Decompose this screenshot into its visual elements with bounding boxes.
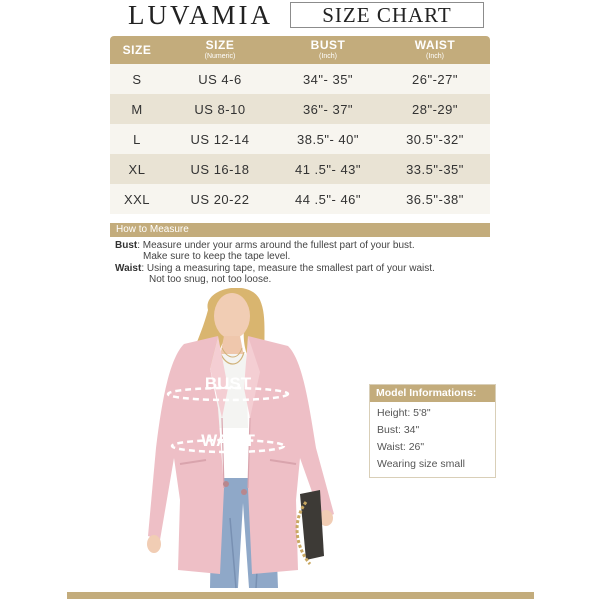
waist-instruction-text: : Using a measuring tape, measure the smallest part of your waist. [141, 263, 435, 274]
cell-size: M [110, 94, 164, 124]
cell-bust: 38.5"- 40" [276, 124, 380, 154]
model-photo [140, 288, 350, 592]
header-size: SIZE [110, 36, 164, 64]
table-header-row [110, 36, 490, 64]
table-row [110, 124, 490, 154]
cell-waist: 33.5"-35" [380, 154, 490, 184]
how-to-measure-heading: How to Measure [110, 223, 490, 237]
cell-waist: 36.5"-38" [380, 184, 490, 214]
model-info-box [369, 384, 496, 478]
cell-waist: 28"-29" [380, 94, 490, 124]
bust-term: Bust [115, 240, 138, 251]
cell-waist: 26"-27" [380, 64, 490, 94]
cell-size-numeric: US 12-14 [164, 124, 276, 154]
model-wearing-size: Wearing size small [377, 458, 465, 470]
cell-size: L [110, 124, 164, 154]
waist-label: WAIST [201, 431, 255, 450]
bust-instruction-text: : Measure under your arms around the fullest part of your bust. [137, 240, 415, 251]
model-info-title: Model Informations: [370, 385, 495, 402]
waist-instruction-cont: Not too snug, not too loose. [149, 274, 272, 285]
table-row [110, 64, 490, 94]
waist-instruction [115, 263, 435, 274]
cell-size-numeric: US 4-6 [164, 64, 276, 94]
bust-instruction-cont: Make sure to keep the tape level. [143, 251, 291, 262]
model-height: Height: 5'8" [377, 407, 431, 419]
header-bust: BUST (Inch) [276, 36, 380, 64]
brand-logo: LUVAMIA [128, 0, 274, 30]
header-size-numeric: SIZE (Numeric) [164, 36, 276, 64]
cell-size-numeric: US 8-10 [164, 94, 276, 124]
model-waist: Waist: 26" [377, 441, 425, 453]
size-chart-table [110, 36, 490, 214]
cell-bust: 36"- 37" [276, 94, 380, 124]
bottom-accent-bar [67, 592, 534, 599]
cell-size: XXL [110, 184, 164, 214]
handbag-illustration [297, 490, 324, 564]
table-row [110, 94, 490, 124]
cell-size: XL [110, 154, 164, 184]
table-row [110, 154, 490, 184]
header-waist: WAIST (Inch) [380, 36, 490, 64]
bust-instruction [115, 240, 415, 251]
cell-waist: 30.5"-32" [380, 124, 490, 154]
face-illustration [214, 293, 250, 339]
cell-bust: 44 .5"- 46" [276, 184, 380, 214]
table-row [110, 184, 490, 214]
cell-bust: 41 .5"- 43" [276, 154, 380, 184]
cell-size: S [110, 64, 164, 94]
cell-bust: 34"- 35" [276, 64, 380, 94]
cell-size-numeric: US 16-18 [164, 154, 276, 184]
waist-term: Waist [115, 263, 142, 274]
cell-size-numeric: US 20-22 [164, 184, 276, 214]
model-bust: Bust: 34" [377, 424, 420, 436]
bust-label: BUST [204, 374, 252, 393]
size-chart-title: SIZE CHART [290, 2, 484, 28]
